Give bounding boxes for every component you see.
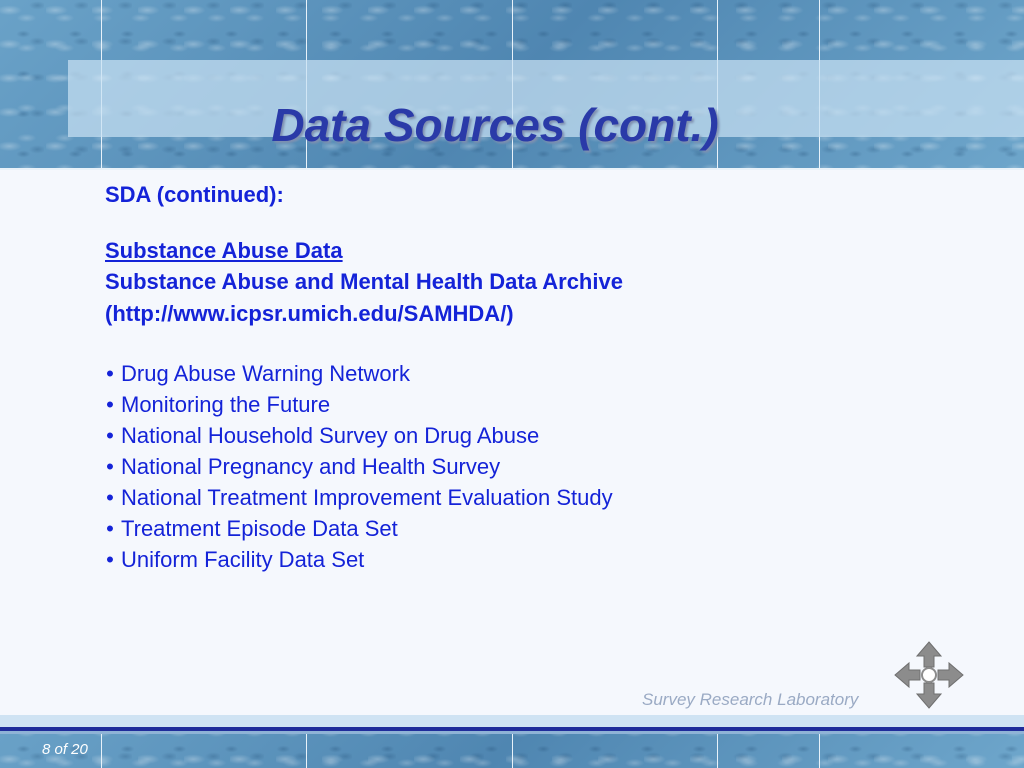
header-divider bbox=[0, 168, 1024, 170]
bullet-icon: • bbox=[106, 454, 114, 479]
footer-highlight-rule bbox=[0, 715, 1024, 727]
list-item bbox=[99, 389, 965, 420]
list-item bbox=[99, 358, 965, 389]
bullet-icon: • bbox=[106, 423, 114, 448]
subsection-title: Substance Abuse Data bbox=[105, 238, 343, 263]
bullet-icon: • bbox=[106, 361, 114, 386]
list-item-label: Treatment Episode Data Set bbox=[121, 516, 398, 541]
bullet-icon: • bbox=[106, 392, 114, 417]
bullet-icon: • bbox=[106, 485, 114, 510]
footer-shadow-rule bbox=[0, 731, 1024, 734]
list-item-label: National Household Survey on Drug Abuse bbox=[121, 423, 540, 448]
bullet-icon: • bbox=[106, 516, 114, 541]
archive-url: (http://www.icpsr.umich.edu/SAMHDA/) bbox=[105, 301, 514, 326]
list-item-label: Drug Abuse Warning Network bbox=[121, 361, 410, 386]
list-item bbox=[99, 420, 965, 451]
list-item-label: National Treatment Improvement Evaluation Study bbox=[121, 485, 613, 510]
list-item bbox=[99, 513, 965, 544]
bullet-list bbox=[99, 358, 965, 575]
list-item bbox=[99, 482, 965, 513]
list-item bbox=[99, 544, 965, 575]
page-indicator: 8 of 20 bbox=[42, 741, 88, 758]
list-item-label: National Pregnancy and Health Survey bbox=[121, 454, 501, 479]
four-way-arrows-icon[interactable] bbox=[893, 640, 965, 710]
archive-name: Substance Abuse and Mental Health Data Archive bbox=[105, 269, 623, 294]
list-item bbox=[99, 451, 965, 482]
list-item-label: Monitoring the Future bbox=[121, 392, 331, 417]
section-heading: SDA (continued): bbox=[105, 182, 284, 207]
organization-label: Survey Research Laboratory bbox=[642, 690, 859, 709]
bullet-icon: • bbox=[106, 547, 114, 572]
slide-content bbox=[105, 180, 965, 575]
list-item-label: Uniform Facility Data Set bbox=[121, 547, 365, 572]
slide-title: Data Sources (cont.) bbox=[271, 99, 719, 151]
